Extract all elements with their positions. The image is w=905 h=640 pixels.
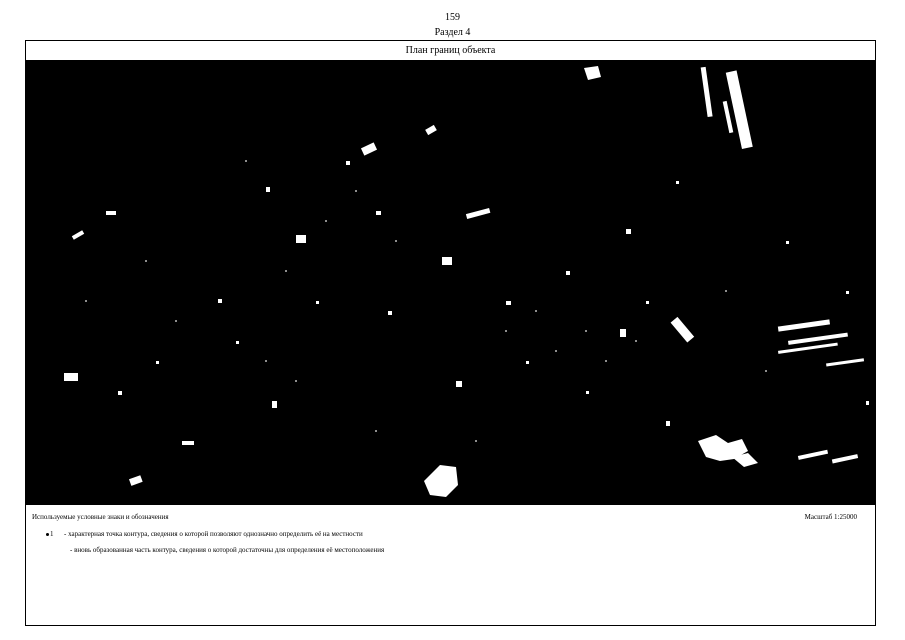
aerial-map [26,61,875,505]
legend [26,505,875,625]
legend-title: Используемые условные знаки и обозначения [32,513,169,521]
aerial-photo [26,61,875,504]
plan-title: План границ объекта [26,41,875,61]
legend-item-contour-part [70,546,390,554]
plan-frame [25,40,876,626]
section-label: Раздел 4 [434,27,471,38]
page-number: 159 [445,12,460,23]
map-scale: Масштаб 1:25000 [804,513,857,521]
legend-item-point-text: - характерная точка контура, сведения о которой позволяют однозначно определить её на местности [64,530,363,538]
point-number: 1 [50,530,54,538]
legend-item-contour-part-text: - вновь образованная часть контура, сведения о которой достаточны для определения её местоположения [70,546,385,554]
legend-item-point [46,530,363,538]
characteristic-point-icon [46,530,58,538]
